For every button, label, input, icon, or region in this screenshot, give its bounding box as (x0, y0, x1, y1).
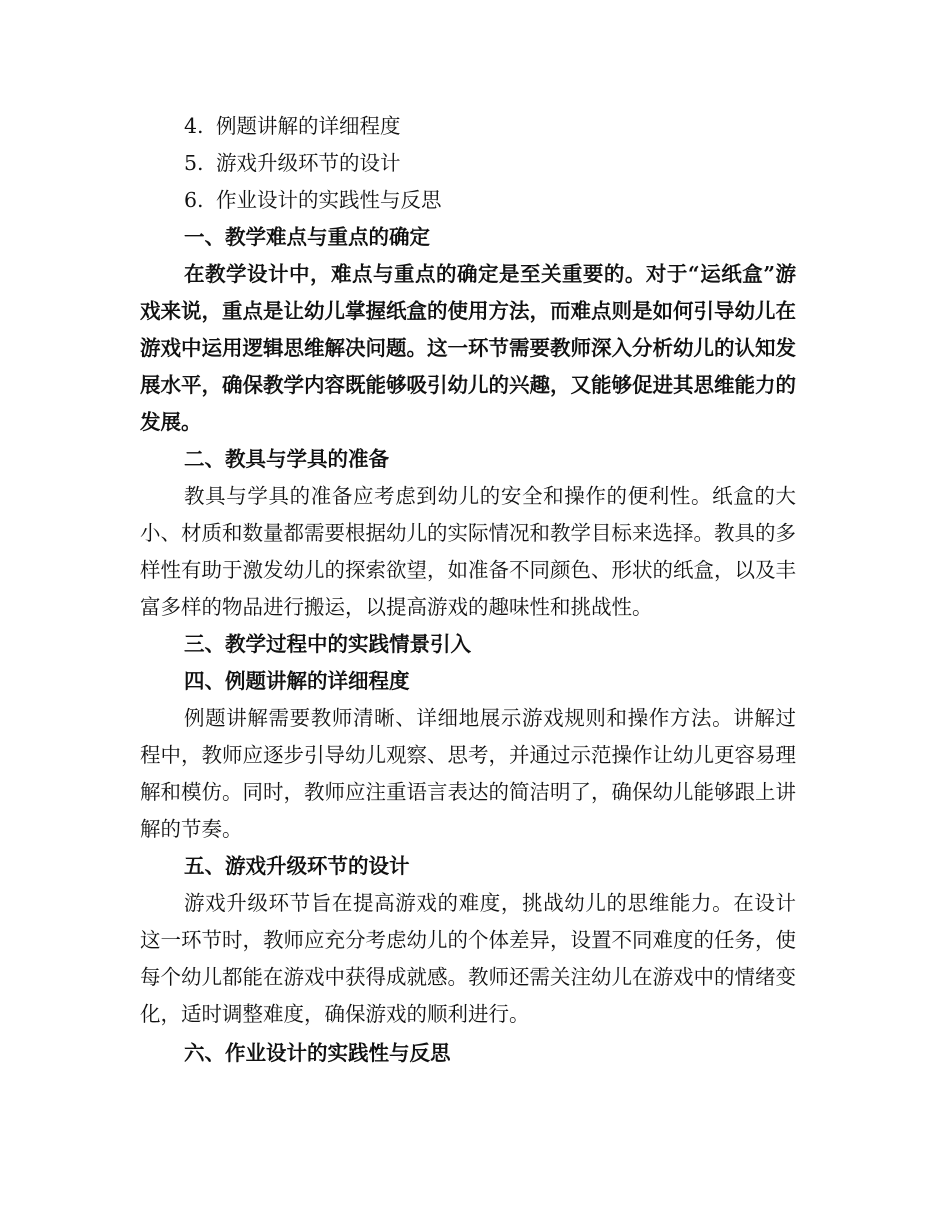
toc-text: 游戏升级环节的设计 (216, 151, 401, 175)
toc-item-4 (140, 108, 796, 145)
section-heading-6: 六、作业设计的实践性与反思 (184, 1041, 451, 1065)
section-body-5: 游戏升级环节旨在提高游戏的难度，挑战幼儿的思维能力。在设计这一环节时，教师应充分考虑幼儿的个体差异，设置不同难度的任务，使每个幼儿都能在游戏中获得成就感。教师还需关注幼儿在游戏中的情绪变化，适时调整难度，确保游戏的顺利进行。 (140, 891, 796, 1026)
section-heading-4: 四、例题讲解的详细程度 (184, 669, 410, 693)
section-body-4: 例题讲解需要教师清晰、详细地展示游戏规则和操作方法。讲解过程中，教师应逐步引导幼儿观察、思考，并通过示范操作让幼儿更容易理解和模仿。同时，教师应注重语言表达的简洁明了，确保幼儿能够跟上讲解的节奏。 (140, 706, 796, 841)
toc-text: 作业设计的实践性与反思 (216, 188, 442, 212)
section-body-1: 在教学设计中，难点与重点的确定是至关重要的。对于“运纸盒”游戏来说，重点是让幼儿掌握纸盒的使用方法，而难点则是如何引导幼儿在游戏中运用逻辑思维解决问题。这一环节需要教师深入分析幼儿的认知发展水平，确保教学内容既能够吸引幼儿的兴趣，又能够促进其思维能力的发展。 (140, 262, 796, 434)
toc-number: 6. (184, 188, 204, 212)
section-heading-5: 五、游戏升级环节的设计 (184, 854, 410, 878)
toc-text: 例题讲解的详细程度 (216, 114, 401, 138)
section-heading-3: 三、教学过程中的实践情景引入 (184, 632, 471, 656)
toc-item-6 (140, 182, 796, 219)
toc-item-5 (140, 145, 796, 182)
toc-number: 5. (184, 151, 204, 175)
document-body (140, 108, 796, 1072)
toc-number: 4. (184, 114, 204, 138)
section-heading-1: 一、教学难点与重点的确定 (184, 225, 430, 249)
section-heading-2: 二、教具与学具的准备 (184, 447, 389, 471)
section-body-2: 教具与学具的准备应考虑到幼儿的安全和操作的便利性。纸盒的大小、材质和数量都需要根据幼儿的实际情况和教学目标来选择。教具的多样性有助于激发幼儿的探索欲望，如准备不同颜色、形状的纸盒，以及丰富多样的物品进行搬运，以提高游戏的趣味性和挑战性。 (140, 484, 796, 619)
